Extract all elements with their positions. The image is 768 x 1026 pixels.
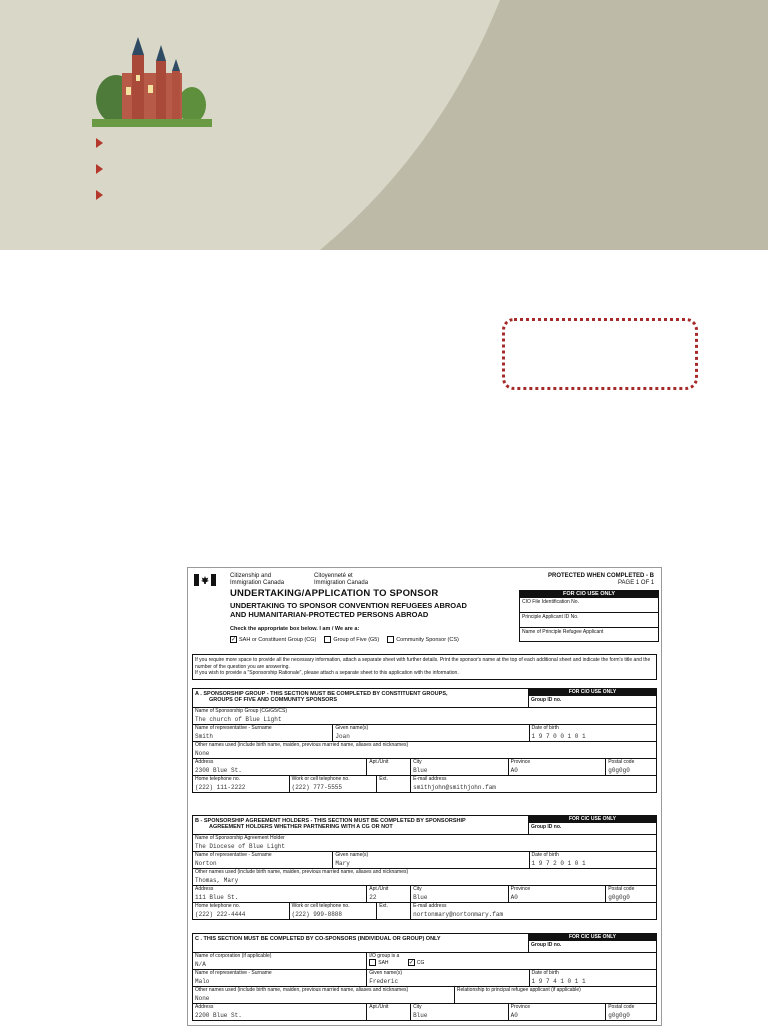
option-g5[interactable]: Group of Five (G5): [324, 636, 379, 643]
other-names-field[interactable]: Other names used (include birth name, maiden, previous married name, aliases and nicknames) None: [195, 987, 409, 1002]
address-field[interactable]: Address 111 Blue St.: [195, 886, 239, 901]
corporation-field[interactable]: Name of corporation (if applicable) N/A: [195, 953, 272, 968]
province-field[interactable]: Province A0: [508, 1004, 606, 1020]
checkbox-sah[interactable]: ✓: [231, 637, 237, 643]
apt-field[interactable]: Apt./Unit: [366, 759, 410, 775]
email-field[interactable]: E-mail address smithjohn@smithjohn.fam: [410, 776, 656, 792]
section-a-office-box: FOR CIO USE ONLY Group ID no.: [528, 689, 656, 707]
date-of-birth-field[interactable]: Date of birth 1 9 7 0 0 1 0 1: [529, 725, 656, 741]
bullet-marker-icon: [96, 190, 103, 200]
address-field[interactable]: Address 2300 Blue St.: [195, 759, 242, 774]
province-field[interactable]: Province A0: [508, 886, 606, 902]
department-english: Citizenship and Immigration Canada: [230, 573, 285, 586]
rep-surname-field[interactable]: Name of representative - Surname Malo: [195, 970, 272, 985]
sponsor-type-options: [230, 636, 459, 643]
postal-code-field[interactable]: Postal code g0g0g0: [605, 1004, 656, 1020]
relationship-field[interactable]: Relationship to principal refugee applicant (if applicable): [454, 987, 656, 1003]
checkbox-sah[interactable]: [369, 959, 376, 966]
form-subtitle-2: AND HUMANITARIAN-PROTECTED PERSONS ABROAD: [230, 610, 429, 619]
section-c-office-box: FOR CIC USE ONLY Group ID no.: [528, 934, 656, 952]
apt-field[interactable]: Apt./Unit 22: [366, 886, 410, 902]
given-name-field[interactable]: Given name(s) Frederic: [366, 970, 528, 986]
agreement-holder-field[interactable]: Name of Sponsorship Agreement Holder The Diocese of Blue Light: [195, 835, 286, 850]
bullet-list: [96, 138, 103, 216]
check-instruction: Check the appropriate box below. I am / We are a:: [230, 626, 360, 632]
ext-field[interactable]: Ext.: [376, 903, 410, 919]
city-field[interactable]: City Blue: [410, 886, 508, 902]
cio-use-header: FOR CIO USE ONLY: [520, 591, 658, 598]
checkbox-g5[interactable]: [324, 636, 331, 643]
bullet-marker-icon: [96, 164, 103, 174]
principal-refugee-name-field[interactable]: Name of Principle Refugee Applicant: [522, 629, 604, 635]
rep-surname-field[interactable]: Name of representative - Surname Smith: [195, 725, 272, 740]
address-field[interactable]: Address 2200 Blue St.: [195, 1004, 242, 1019]
cio-use-box: [519, 590, 659, 642]
home-phone-field[interactable]: Home telephone no. (222) 222-4444: [195, 903, 246, 918]
other-names-field[interactable]: Other names used (include birth name, maiden, previous married name, aliases and nicknames) None: [195, 742, 409, 757]
email-field[interactable]: E-mail address nortonmary@nortonmary.fam: [410, 903, 656, 919]
department-french: Citoyenneté et Immigration Canada: [314, 573, 369, 586]
form-title: UNDERTAKING/APPLICATION TO SPONSOR: [230, 588, 439, 599]
callout-box: [502, 318, 698, 390]
group-type-field: I/O group is a SAH ✓ CG: [366, 953, 656, 969]
city-field[interactable]: City Blue: [410, 1004, 508, 1020]
section-a-header: A . SPONSORSHIP GROUP - THIS SECTION MUST BE COMPLETED BY CONSTITUENT GROUPS, GROUPS OF FIVE AND COMMUNITY SPONSORS FOR CIO USE ONLY Group ID no.: [193, 689, 656, 707]
bullet-marker-icon: [96, 138, 103, 148]
form-subtitle-1: UNDERTAKING TO SPONSOR CONVENTION REFUGEES ABROAD: [230, 601, 467, 610]
section-b-header: B - SPONSORSHIP AGREEMENT HOLDERS - THIS SECTION MUST BE COMPLETED BY SPONSORSHIP AGREEMENT HOLDERS WHETHER PARTNERING WITH A CG OR NOT FOR CIC USE ONLY Group ID no.: [193, 816, 656, 834]
instructions-note: If you require more space to provide all the necessary information, attach a separate sheet with further details. Print the sponsor's name at the top of each additional sheet and indicate the form's title and the number of the question you are answering. If you wish to provide a "Sponsorship Rationale", please attach a separate sheet to this application with the information.: [192, 654, 657, 680]
city-field[interactable]: City Blue: [410, 759, 508, 775]
section-b-office-box: FOR CIC USE ONLY Group ID no.: [528, 816, 656, 834]
castle-clipart-icon: [92, 35, 212, 127]
option-cs[interactable]: Community Sponsor (CS): [387, 636, 459, 643]
home-phone-field[interactable]: Home telephone no. (222) 111-2222: [195, 776, 246, 791]
section-a: [192, 688, 657, 793]
apt-field[interactable]: Apt./Unit: [366, 1004, 410, 1020]
date-of-birth-field[interactable]: Date of birth 1 9 7 4 1 0 1 1: [529, 970, 656, 986]
principal-applicant-id-field[interactable]: Principle Applicant ID No.: [520, 613, 658, 628]
work-phone-field[interactable]: Work or cell telephone no. (222) 999-8888: [289, 903, 377, 919]
protected-label: PROTECTED WHEN COMPLETED - B: [548, 573, 654, 579]
page-number: PAGE 1 OF 1: [618, 580, 655, 586]
section-b: [192, 815, 657, 920]
section-c: [192, 933, 657, 1021]
postal-code-field[interactable]: Postal code g0g0g0: [605, 759, 656, 775]
checkbox-cg[interactable]: ✓: [408, 960, 414, 966]
rep-surname-field[interactable]: Name of representative - Surname Norton: [195, 852, 272, 867]
work-phone-field[interactable]: Work or cell telephone no. (222) 777-5555: [289, 776, 377, 792]
sponsorship-group-field[interactable]: Name of Sponsorship Group (CG/G5/CS) The church of Blue Light: [195, 708, 287, 723]
sponsor-application-form: [187, 567, 662, 1026]
canada-flag-icon: [194, 574, 216, 586]
given-name-field[interactable]: Given name(s) Joan: [332, 725, 528, 741]
option-sah[interactable]: ✓ SAH or Constituent Group (CG): [231, 636, 317, 643]
given-name-field[interactable]: Given name(s) Mary: [332, 852, 528, 868]
date-of-birth-field[interactable]: Date of birth 1 9 7 2 0 1 0 1: [529, 852, 656, 868]
postal-code-field[interactable]: Postal code g0g0g0: [605, 886, 656, 902]
province-field[interactable]: Province A0: [508, 759, 606, 775]
ext-field[interactable]: Ext.: [376, 776, 410, 792]
section-c-header: C . THIS SECTION MUST BE COMPLETED BY CO-SPONSORS (INDIVIDUAL OR GROUP) ONLY FOR CIC USE ONLY Group ID no.: [193, 934, 656, 952]
other-names-field[interactable]: Other names used (include birth name, maiden, previous married name, aliases and nicknames) Thomas, Mary: [195, 869, 409, 884]
cio-file-field[interactable]: CIO File Identification No.: [520, 598, 658, 613]
checkbox-cs[interactable]: [387, 636, 394, 643]
